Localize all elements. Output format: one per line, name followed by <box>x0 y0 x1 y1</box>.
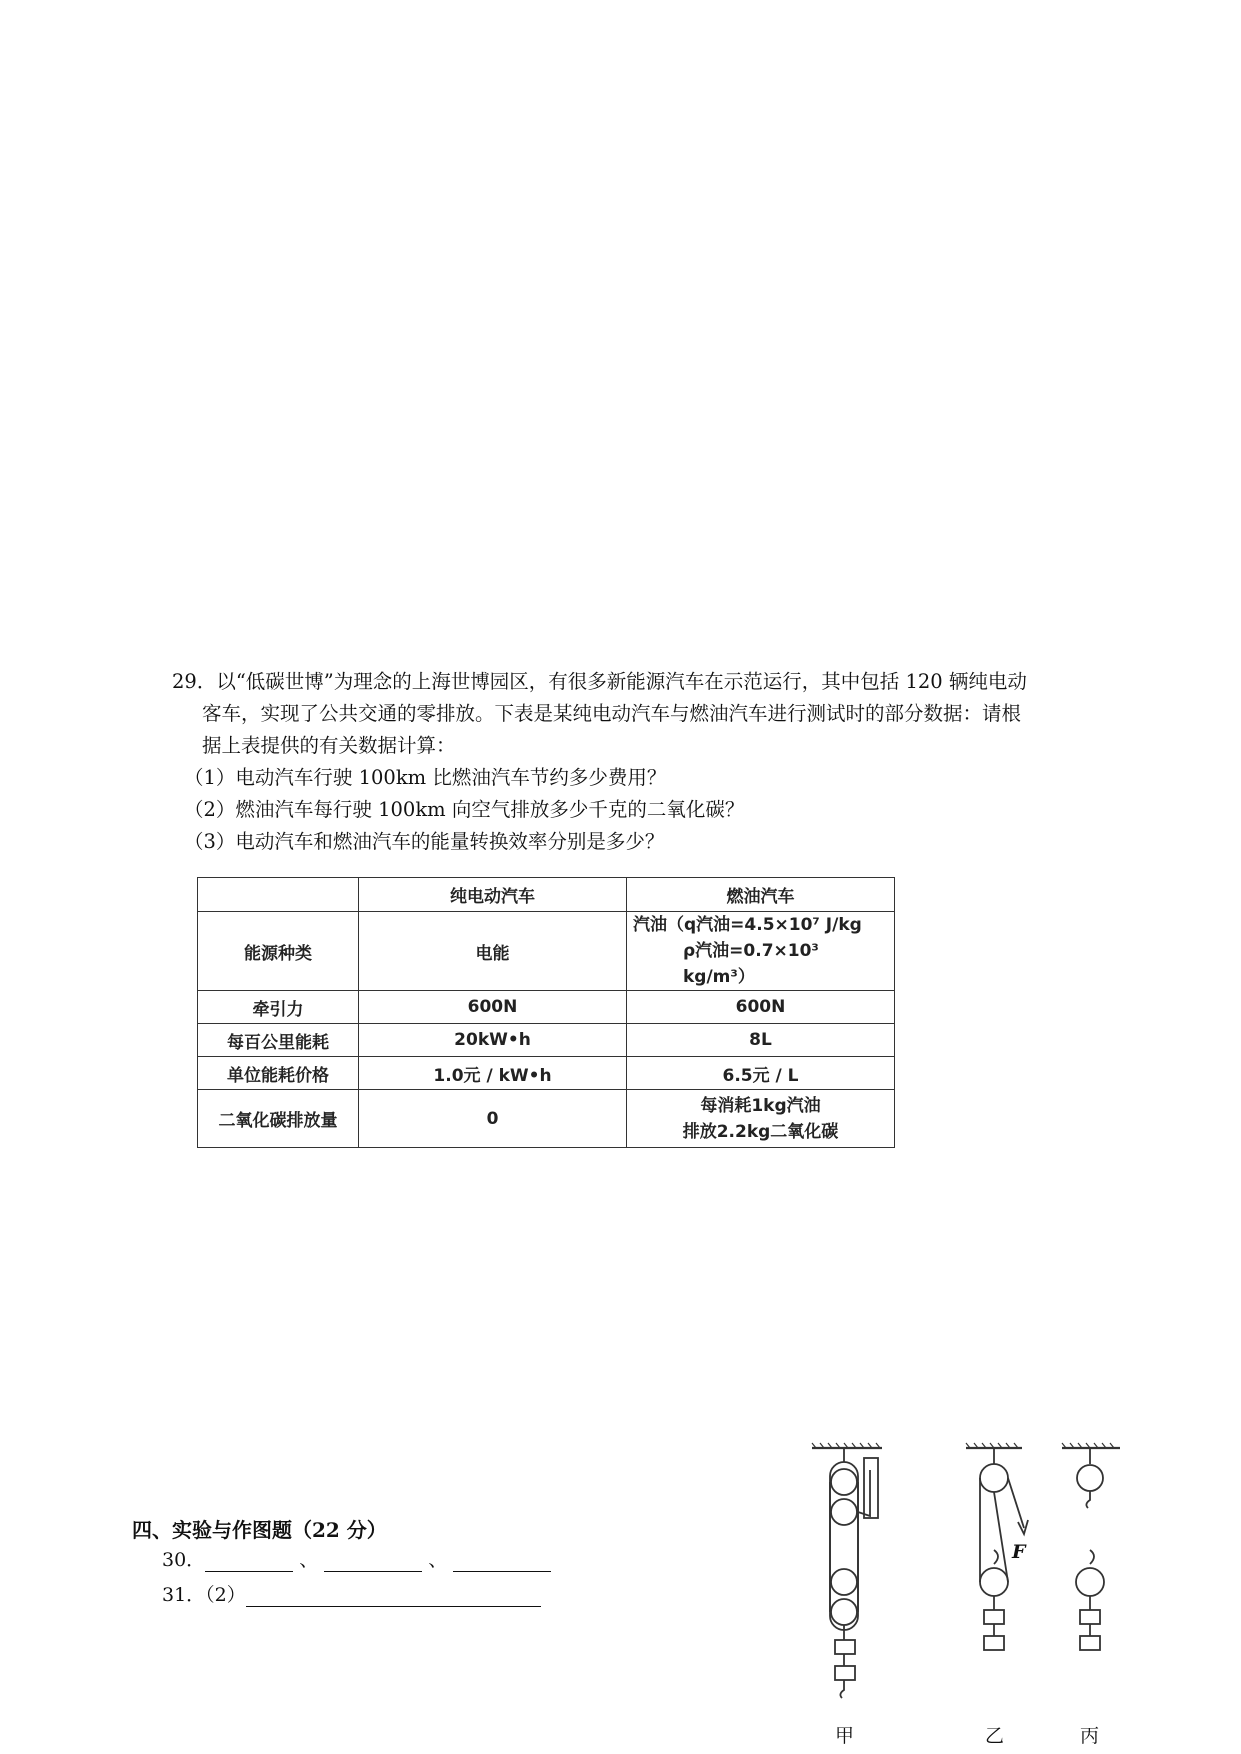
answer-31 <box>162 1580 541 1607</box>
table-row <box>198 912 895 991</box>
question-29 <box>172 666 1132 858</box>
section-4-title: 四、实验与作图题（22 分） <box>132 1518 387 1542</box>
subquestion-1: （1）电动汽车行驶 100km 比燃油汽车节约多少费用？ <box>184 766 667 789</box>
table-header-gas: 燃油汽车 <box>627 878 895 912</box>
table-row <box>198 1057 895 1090</box>
comparison-table <box>197 877 895 1148</box>
force-label: F <box>1012 1541 1026 1563</box>
q30-blank-2[interactable] <box>324 1551 422 1572</box>
row-label: 二氧化碳排放量 <box>198 1090 359 1148</box>
answer-30 <box>162 1545 551 1572</box>
question-29-line-3: 据上表提供的有关数据计算： <box>202 734 456 757</box>
gas-cell <box>627 1090 895 1148</box>
gas-line-2: ρ汽油=0.7×10³ kg/m³） <box>683 941 819 987</box>
row-label: 牵引力 <box>198 991 359 1024</box>
electric-cell: 1.0元 / kW•h <box>359 1057 627 1090</box>
table-header-row <box>198 878 895 912</box>
gas-line-2: 排放2.2kg二氧化碳 <box>682 1121 839 1142</box>
table-row <box>198 991 895 1024</box>
row-label: 单位能耗价格 <box>198 1057 359 1090</box>
pulley-figure <box>800 1440 1140 1750</box>
electric-cell: 20kW•h <box>359 1024 627 1057</box>
q30-blank-1[interactable] <box>205 1551 293 1572</box>
caption-c: 丙 <box>1080 1725 1100 1747</box>
gas-cell: 600N <box>627 991 895 1024</box>
table-row <box>198 1024 895 1057</box>
gas-line-1: 汽油（q汽油=4.5×10⁷ J/kg <box>633 915 862 935</box>
gas-cell: 6.5元 / L <box>627 1057 895 1090</box>
caption-b: 乙 <box>985 1725 1005 1747</box>
pulley-system-a <box>812 1443 882 1698</box>
q31-label: 31．（2） <box>162 1584 246 1606</box>
gas-cell: 8L <box>627 1024 895 1057</box>
row-label: 每百公里能耗 <box>198 1024 359 1057</box>
table-header-electric: 纯电动汽车 <box>359 878 627 912</box>
gas-cell <box>627 912 895 991</box>
subquestion-2: （2）燃油汽车每行驶 100km 向空气排放多少千克的二氧化碳？ <box>184 798 745 821</box>
table-header-empty <box>198 878 359 912</box>
q30-blank-3[interactable] <box>453 1551 551 1572</box>
subquestion-3: （3）电动汽车和燃油汽车的能量转换效率分别是多少？ <box>184 830 665 853</box>
electric-cell: 600N <box>359 991 627 1024</box>
question-29-line-1: 29．以“低碳世博”为理念的上海世博园区，有很多新能源汽车在示范运行，其中包括 120 辆纯电动 <box>172 670 1027 693</box>
caption-a: 甲 <box>835 1725 855 1747</box>
gas-line-1: 每消耗1kg汽油 <box>700 1095 821 1116</box>
row-label: 能源种类 <box>198 912 359 991</box>
q31-blank[interactable] <box>246 1586 541 1607</box>
q30-separator-2: 、 <box>428 1549 448 1571</box>
q30-separator-1: 、 <box>299 1549 319 1571</box>
pulley-system-c <box>1062 1443 1120 1650</box>
q30-label: 30． <box>162 1549 206 1571</box>
table-row <box>198 1090 895 1148</box>
electric-cell: 电能 <box>359 912 627 991</box>
electric-cell: 0 <box>359 1090 627 1148</box>
question-29-line-2: 客车，实现了公共交通的零排放。下表是某纯电动汽车与燃油汽车进行测试时的部分数据：请根 <box>202 702 1022 725</box>
